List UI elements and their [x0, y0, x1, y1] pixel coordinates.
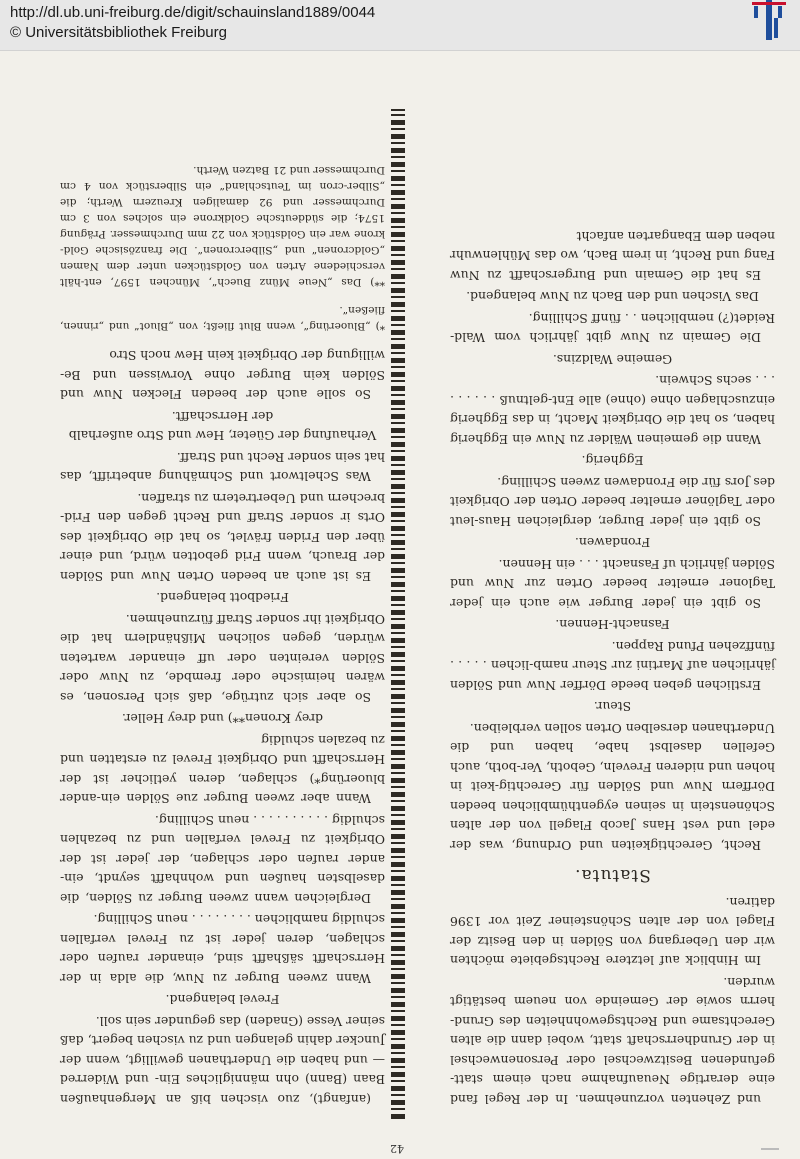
scanned-page: [0, 50, 800, 1159]
viewer-footer-mark: [761, 1148, 779, 1153]
subheading: Das Vischen und den Bach zu Nuw belangend.: [466, 289, 759, 305]
paragraph: (anfangt), zuo vischen biß an Mergenhaußen Baan (Bann) ohn männigliches Ein- und Widerred — und haben die Underthanen gewilligt, wenn der Juncker dahin gelangen und zu vischen begert, daß seiner Vesse (Gnaden) das gegunder sein soll.: [60, 1014, 385, 1107]
subheading: Frevel belangend.: [165, 992, 280, 1008]
subheading: Frondawen.: [574, 535, 651, 551]
paragraph: Es hat die Gemain und Burgerschafft zu Nuw Fang und Recht, in irem Bach, wo das Mühlenwuhr neben dem Ebangarten anfacht: [450, 229, 775, 283]
paragraph: und Zehenten vorzunehmen. In der Regel fand eine derartige Neuaufnahme nach einem statt-gefundenen Besitzwechsel oder Personenwechsel in der Grundherrschaft statt, wobei dann die alten Gerechtsame und Rechtsgewohnheiten des Grund-herrn sowie der Gemeinde von neuem bestätigt wurden.: [450, 975, 775, 1107]
paragraph: Im Hinblick auf letztere Rechtsgebiete möchten wir den Uebergang von Sölden in den Besitz der Flagel von der alten Schönsteiner Zeit vor 1396 datiren.: [450, 895, 775, 969]
paragraph: So gibt ein jeder Burger wie auch ein jeder Tagloner ernelter beeder Orten zur Nuw und Sölden jährlich uf Fasnacht . . . ein Hennen.: [450, 557, 775, 611]
paragraph: Recht, Gerechtigkeiten und Ordnung, was der edel und vest Hans Jacob Flagell von der alten Schönenstein in seinen eygenthümblichen beeden Dörffern Nuw und Sölden für Gerechtig-keit in hohen und nideren Freveln, Geboth, Ver-both, auch Gefellen daselbst habe, haben und die Underthanen derselben Orten sollen verbleiben.: [450, 721, 775, 853]
subheading: Friedbott belangend.: [156, 590, 289, 606]
copyright-notice: © Universitätsbibliothek Freiburg: [10, 24, 227, 41]
subheading: drey Kronen**) und drey Heller.: [121, 711, 324, 727]
info-bar: [0, 0, 800, 51]
paragraph: Es ist auch an beeden Orten Nuw und Sölden der Brauch, wenn Frid gebotten würd, und einer über den Friden frävlet, so hat die Obrigkeit des Orts ir sonder Straff und Recht gegen den Frid-brechern und Uebertretern zu straffen.: [60, 491, 385, 584]
paragraph: So gibt ein jeder Burger, dergleichen Haus-leut oder Taglöner ernelter beeder Orten der Obrigkeit des Jors für die Frondawen zween Schilling.: [450, 475, 775, 529]
paragraph: Die Gemain zu Nuw gibt jährlich vom Wald-Reidet(?) nemblichen . . fünff Schilling.: [450, 311, 775, 346]
paragraph: Was Scheltwort und Schmähung anbetrifft, das hat sein sonder Recht und Straff.: [60, 450, 385, 485]
paragraph: So solle auch der beeden Flecken Nuw und Sölden kein Burger ohne Vorwissen und Be-willigung der Obrigkeit kein Hew noch Stro: [60, 348, 385, 403]
paragraph: Dergleichen wann zween Burger zu Sölden, die daselbsten haußen und wohnhafft seyndt, ein-ander raufen oder schlagen, der jeder ist der Obrigkeit zu Frevel verfallen und zu bezahlen schuldig . . . . . . . . . . neun Schilling.: [60, 813, 385, 906]
footnote: *) „Bluoerüng“, wenn Blut fließt; von „Bluot“ und „rinnen, fließen“.: [60, 304, 385, 332]
subheading: Steur.: [593, 699, 632, 715]
subheading: Fasnacht-Hennen.: [555, 617, 670, 633]
section-heading: Statuta.: [574, 865, 651, 886]
subheading: Eggherig.: [581, 453, 644, 469]
paragraph: Wann die gemeinen Wälder zu Nuw ein Eggherig haben, so hat die Obrigkeit Macht, in das Eggherig einzuschlagen ohne (ohne) alle Ent-geltnuß . . . . . . . . . sechs Schwein.: [450, 373, 775, 447]
paragraph: Erstlichen geben beede Dörffer Nuw und Sölden jährlichen auf Martini zur Steur namb-lichen . . . . . fünffzehen Pfund Rappen.: [450, 639, 775, 693]
footnote: **) Das „Neue Münz Buech“, München 1597, ent-hält verschiedene Arten von Goldstücken unter dem Namen „Goldcronen“ und „Silbercronen“. Die französische Gold-krone war ein Goldstück von 22 mm Durchmesser. Prägung 1574; die süddeutsche Goldkrone ein solches von 3 cm Durchmesser und 92 damaligen Kreuzern Werth; die „Silber-cron im Teutschland“ ein Silberstück von 4 cm Durchmesser und 21 Batzen Werth.: [60, 164, 385, 288]
paragraph: Wann aber zween Burger zue Sölden ein-ander bluoerüng*) schlagen, deren yetlicher ist der Herrschafft und Obrigkeit Frevel zu erstatten und zu bezalen schuldig: [60, 733, 385, 807]
left-text-column: [450, 225, 775, 1110]
paragraph: So aber sich zutrüge, daß sich Personen, es wären heimische oder frembde, zu Nuw oder Sölden vereinten oder uff einander warteten würden, gegen solichen Mißhändlern hat die Obrigkeit ihr sonder Straff fürzunehmen.: [60, 612, 385, 705]
right-text-column: [60, 162, 385, 1109]
source-url[interactable]: http://dl.ub.uni-freiburg.de/digit/schauinsland1889/0044: [10, 4, 376, 21]
page-number: 42: [390, 1142, 404, 1155]
column-divider: [391, 109, 405, 1119]
subheading: Gemeine Waldzins.: [552, 352, 673, 367]
university-logo-icon: [750, 0, 790, 44]
subheading: Verhaufung der Güeter, Hew und Stro außerhalb der Herrschafft.: [68, 409, 377, 444]
paragraph: Wann zween Burger zu Nuw, die alda in der Herrschafft säßhafft sind, einander raufen oder schlagen, deren jeder ist zu Frevel verfallen schuldig namblichen . . . . . . . . neun Schilling.: [60, 912, 385, 986]
